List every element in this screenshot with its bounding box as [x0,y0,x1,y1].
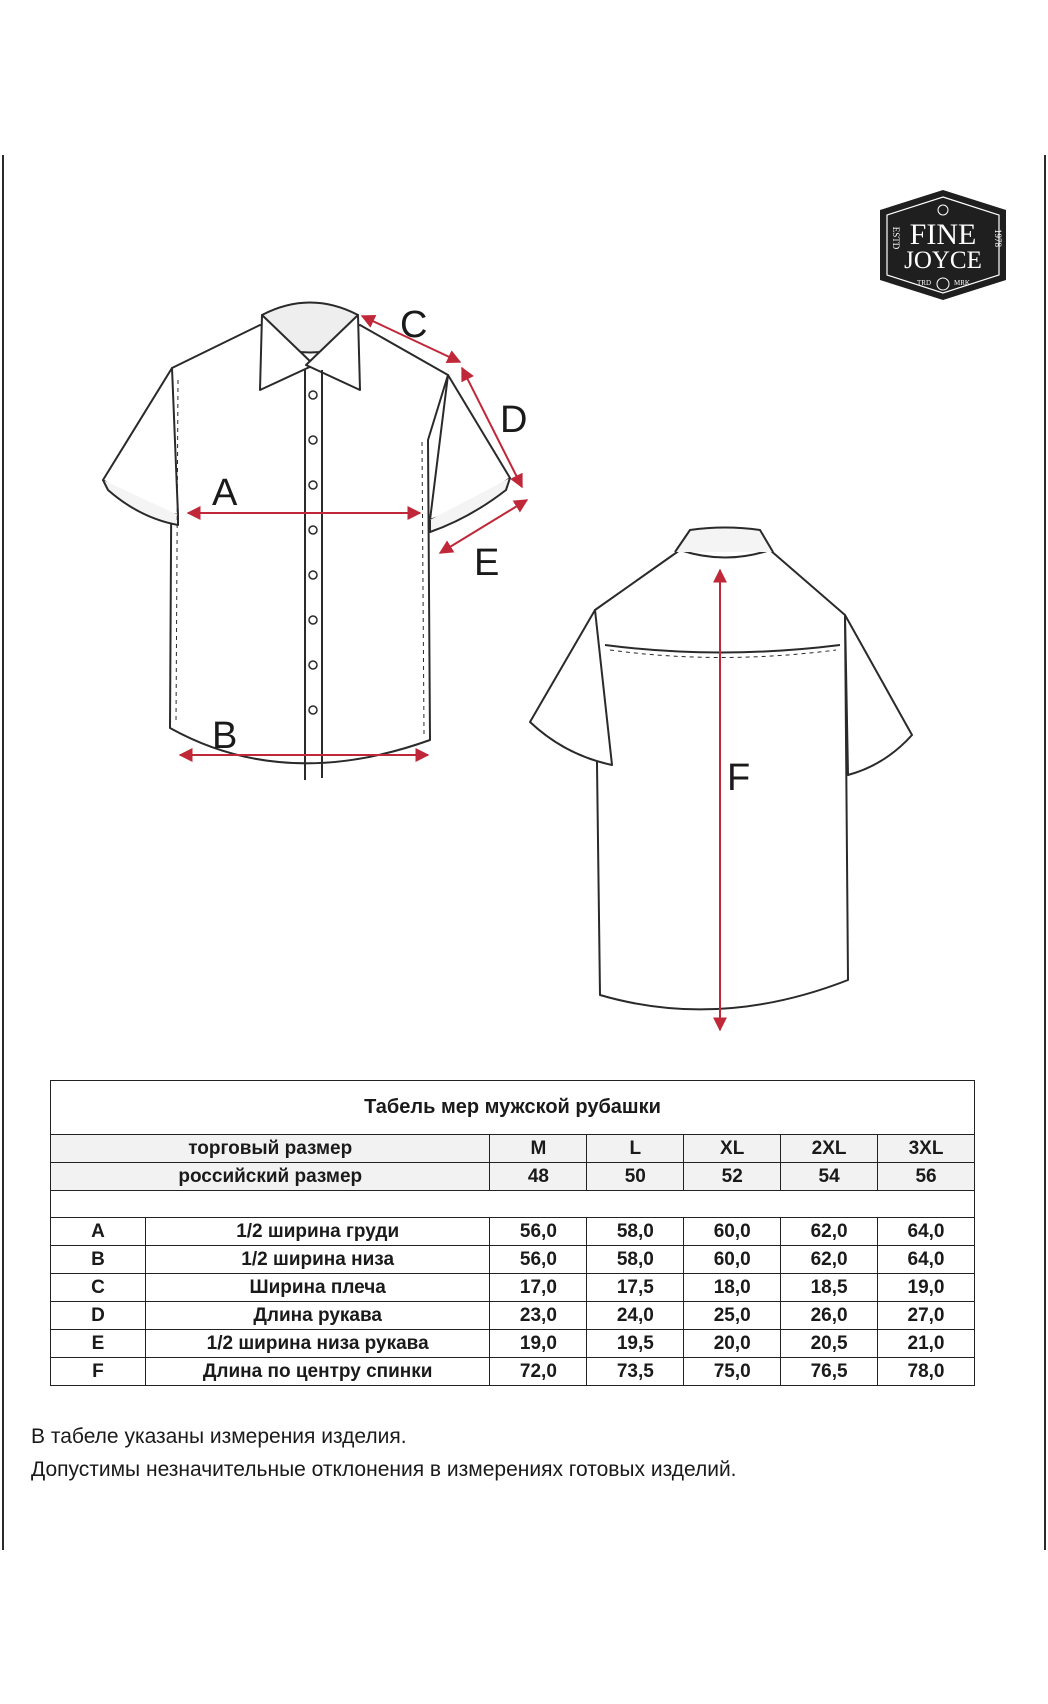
table-row [51,1218,975,1246]
logo-line1: FINE [909,218,977,251]
russian-size-label: российский размер [51,1163,490,1191]
row-value: 64,0 [878,1246,975,1274]
size-header: 2XL [781,1135,878,1163]
size-header: L [587,1135,684,1163]
table-row [51,1302,975,1330]
logo-line2: JOYCE [904,247,982,274]
table-row [51,1246,975,1274]
trade-size-label: торговый размер [51,1135,490,1163]
row-value: 75,0 [684,1358,781,1386]
row-name: 1/2 ширина низа [145,1246,490,1274]
row-value: 56,0 [490,1218,587,1246]
label-f: F [727,757,751,799]
row-value: 58,0 [587,1218,684,1246]
row-value: 18,5 [781,1274,878,1302]
row-value: 19,5 [587,1330,684,1358]
row-name: Длина рукава [145,1302,490,1330]
row-value: 64,0 [878,1218,975,1246]
button-icon [309,616,317,624]
row-value: 72,0 [490,1358,587,1386]
row-code: C [51,1274,146,1302]
button-icon [309,481,317,489]
brand-logo [880,190,1006,300]
row-value: 20,0 [684,1330,781,1358]
row-name: 1/2 ширина груди [145,1218,490,1246]
size-header: XL [684,1135,781,1163]
row-value: 27,0 [878,1302,975,1330]
row-code: E [51,1330,146,1358]
row-value: 76,5 [781,1358,878,1386]
logo-side-right: 1978 [993,229,1003,247]
size-header: M [490,1135,587,1163]
button-icon [309,391,317,399]
russian-size: 54 [781,1163,878,1191]
row-name: Длина по центру спинки [145,1358,490,1386]
row-value: 78,0 [878,1358,975,1386]
russian-size: 56 [878,1163,975,1191]
row-code: B [51,1246,146,1274]
row-value: 17,0 [490,1274,587,1302]
russian-size: 48 [490,1163,587,1191]
row-value: 60,0 [684,1218,781,1246]
row-value: 17,5 [587,1274,684,1302]
row-code: D [51,1302,146,1330]
table-row [51,1330,975,1358]
table-title: Табель мер мужской рубашки [51,1081,975,1135]
row-value: 21,0 [878,1330,975,1358]
button-icon [309,706,317,714]
label-a: A [212,472,238,514]
russian-size: 50 [587,1163,684,1191]
row-value: 19,0 [490,1330,587,1358]
row-value: 23,0 [490,1302,587,1330]
button-icon [309,571,317,579]
row-value: 24,0 [587,1302,684,1330]
row-code: A [51,1218,146,1246]
row-value: 25,0 [684,1302,781,1330]
button-icon [309,526,317,534]
note-line-2: Допустимы незначительные отклонения в измерениях готовых изделий. [31,1458,737,1481]
row-value: 62,0 [781,1246,878,1274]
row-value: 73,5 [587,1358,684,1386]
row-code: F [51,1358,146,1386]
row-name: 1/2 ширина низа рукава [145,1330,490,1358]
row-value: 20,5 [781,1330,878,1358]
button-icon [309,436,317,444]
row-value: 62,0 [781,1218,878,1246]
front-shirt-drawing [103,303,510,781]
notes [31,1420,737,1486]
button-icon [309,661,317,669]
label-e: E [474,542,500,584]
row-value: 58,0 [587,1246,684,1274]
row-value: 19,0 [878,1274,975,1302]
spacer-row [51,1191,975,1218]
russian-size: 52 [684,1163,781,1191]
label-c: C [400,304,428,346]
label-b: B [212,715,238,757]
label-d: D [500,399,528,441]
row-value: 56,0 [490,1246,587,1274]
note-line-1: В табеле указаны измерения изделия. [31,1425,407,1448]
logo-bottom-left: TRD [917,279,931,287]
row-name: Ширина плеча [145,1274,490,1302]
row-value: 18,0 [684,1274,781,1302]
row-value: 60,0 [684,1246,781,1274]
size-table [50,1080,975,1386]
logo-bottom-right: MRK [954,279,970,287]
logo-side-left: ESTD [891,226,901,250]
row-value: 26,0 [781,1302,878,1330]
table-row [51,1358,975,1386]
table-row [51,1274,975,1302]
size-header: 3XL [878,1135,975,1163]
